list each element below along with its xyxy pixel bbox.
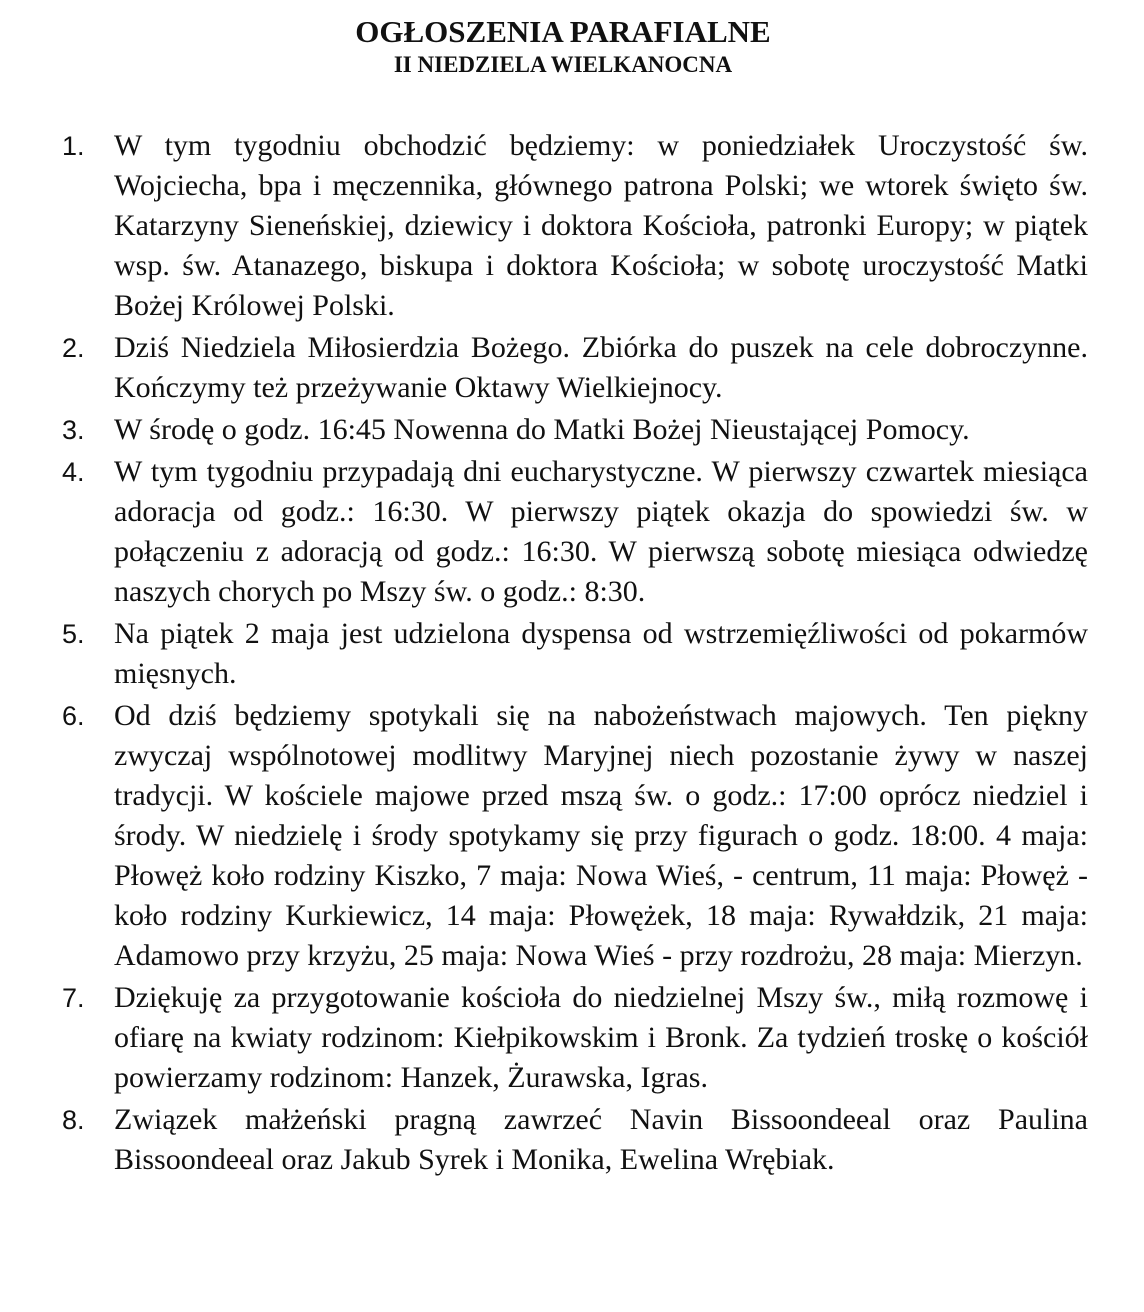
announcement-number: 4. [62, 457, 85, 487]
announcement-item [62, 1100, 1088, 1180]
announcement-item [62, 978, 1088, 1098]
announcement-text: Związek małżeński pragną zawrzeć Navin Bissoondeeal oraz Paulina Bissoondeeal oraz Jakub Syrek i Monika, Ewelina Wrębiak. [114, 1103, 1088, 1176]
announcement-text: Na piątek 2 maja jest udzielona dyspensa od wstrzemięźliwości od pokarmów mięsnych. [114, 617, 1088, 690]
announcement-item [62, 696, 1088, 976]
announcement-number: 2. [62, 333, 85, 363]
announcement-text: Od dziś będziemy spotykali się na nabożeństwach majowych. Ten piękny zwyczaj wspólnotowej modlitwy Maryjnej niech pozostanie żywy w naszej tradycji. W kościele majowe przed mszą św. o godz.: 17:00 oprócz niedziel i środy. W niedzielę i środy spotykamy się przy figurach o godz. 18:00. 4 maja: Płowęż koło rodziny Kiszko, 7 maja: Nowa Wieś, - centrum, 11 maja: Płowęż - koło rodziny Kurkiewicz, 14 maja: Płowężek, 18 maja: Rywałdzik, 21 maja: Adamowo przy krzyżu, 25 maja: Nowa Wieś - przy rozdrożu, 28 maja: Mierzyn. [114, 699, 1088, 972]
announcement-number: 3. [62, 415, 85, 445]
header [0, 14, 1126, 80]
announcement-number: 6. [62, 701, 85, 731]
announcement-text: W tym tygodniu przypadają dni eucharystyczne. W pierwszy czwartek miesiąca adoracja od godz.: 16:30. W pierwszy piątek okazja do spowiedzi św. w połączeniu z adoracją od godz.: 16:30. W pierwszą sobotę miesiąca odwiedzę naszych chorych po Mszy św. o godz.: 8:30. [114, 455, 1088, 608]
announcements-list [62, 126, 1088, 1182]
announcement-number: 8. [62, 1105, 85, 1135]
announcement-item [62, 614, 1088, 694]
announcement-number: 5. [62, 619, 85, 649]
announcement-number: 1. [62, 131, 85, 161]
announcement-text: W tym tygodniu obchodzić będziemy: w poniedziałek Uroczystość św. Wojciecha, bpa i męczennika, głównego patrona Polski; we wtorek święto św. Katarzyny Sieneńskiej, dziewicy i doktora Kościoła, patronki Europy; w piątek wsp. św. Atanazego, biskupa i doktora Kościoła; w sobotę uroczystość Matki Bożej Królowej Polski. [114, 129, 1088, 322]
announcement-item [62, 328, 1088, 408]
page-subtitle: II NIEDZIELA WIELKANOCNA [393, 52, 733, 77]
announcement-number: 7. [62, 983, 85, 1013]
page-title: OGŁOSZENIA PARAFIALNE [355, 14, 771, 49]
announcement-text: W środę o godz. 16:45 Nowenna do Matki Bożej Nieustającej Pomocy. [114, 413, 970, 446]
announcement-item [62, 410, 1088, 450]
announcement-item [62, 452, 1088, 612]
announcement-item [62, 126, 1088, 326]
announcement-text: Dziś Niedziela Miłosierdzia Bożego. Zbiórka do puszek na cele dobroczynne. Kończymy też przeżywanie Oktawy Wielkiejnocy. [114, 331, 1088, 404]
announcement-text: Dziękuję za przygotowanie kościoła do niedzielnej Mszy św., miłą rozmowę i ofiarę na kwiaty rodzinom: Kiełpikowskim i Bronk. Za tydzień troskę o kościół powierzamy rodzinom: Hanzek, Żurawska, Igras. [114, 981, 1088, 1094]
